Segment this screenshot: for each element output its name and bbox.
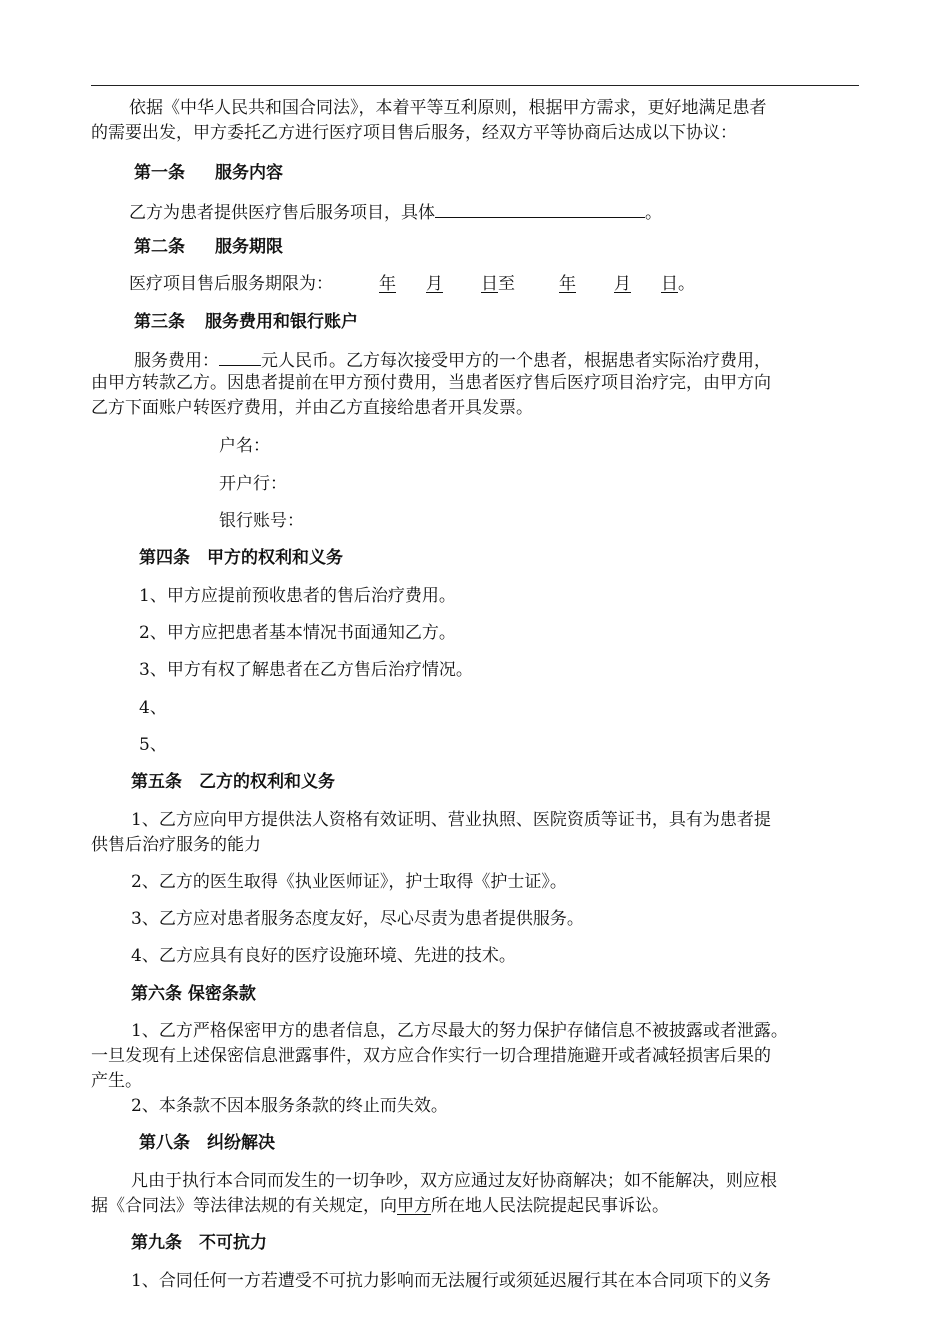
- start-day-label: 日: [481, 274, 498, 294]
- article-3-heading: [134, 311, 358, 333]
- article-5-item-1-line-2: 供售后治疗服务的能力: [91, 835, 261, 855]
- service-period-label: 医疗项目售后服务期限为：: [129, 274, 333, 294]
- article-8-line-2-b: 所在地人民法院提起民事诉讼。: [431, 1196, 669, 1216]
- article-1-number: 第一条: [134, 163, 185, 183]
- preamble-line-1: 依据《中华人民共和国合同法》，本着平等互利原则，根据甲方需求，更好地满足患者: [129, 98, 767, 118]
- article-3-line-2: 由甲方转款乙方。因患者提前在甲方预付费用，当患者医疗售后医疗项目治疗完，由甲方向: [91, 373, 771, 393]
- article-2-title: 服务期限: [215, 237, 283, 257]
- article-4-item-1: 1、甲方应提前预收患者的售后治疗费用。: [139, 586, 456, 606]
- article-6-item-1-line-1: 1、乙方严格保密甲方的患者信息，乙方尽最大的努力保护存储信息不被披露或者泄露。: [131, 1021, 788, 1041]
- end-day-label: 日: [661, 274, 678, 294]
- jurisdiction-party: 甲方: [397, 1196, 431, 1216]
- article-3-line-3: 乙方下面账户转医疗费用，并由乙方直接给患者开具发票。: [91, 398, 533, 418]
- article-3-title: 服务费用和银行账户: [205, 312, 358, 332]
- article-8-heading: 第八条 纠纷解决: [139, 1133, 275, 1153]
- article-6-item-1-line-3: 产生。: [91, 1071, 142, 1091]
- header-rule: [91, 85, 859, 86]
- fee-line-rest: 元人民币。乙方每次接受甲方的一个患者，根据患者实际治疗费用，: [261, 351, 771, 371]
- service-period-end[interactable]: [515, 274, 678, 294]
- article-5-item-4: 4、乙方应具有良好的医疗设施环境、先进的技术。: [131, 946, 516, 966]
- start-year-label: 年: [379, 274, 396, 294]
- account-number-label: 银行账号：: [219, 511, 304, 531]
- article-8-line-2: [91, 1195, 669, 1217]
- period-to-label: 至: [498, 274, 515, 294]
- article-5-item-2: 2、乙方的医生取得《执业医师证》，护士取得《护士证》。: [131, 872, 567, 892]
- article-3-line-1: [134, 347, 771, 372]
- article-8-line-2-a: 据《合同法》等法律法规的有关规定，向: [91, 1196, 397, 1216]
- article-1-text-end: 。: [645, 203, 662, 223]
- fee-label: 服务费用：: [134, 351, 219, 371]
- article-5-item-1-line-1: 1、乙方应向甲方提供法人资格有效证明、营业执照、医院资质等证书，具有为患者提: [131, 810, 771, 830]
- article-4-heading: 第四条 甲方的权利和义务: [139, 548, 343, 568]
- bank-label: 开户行：: [219, 474, 287, 494]
- end-month-label: 月: [614, 274, 631, 294]
- article-9-heading: 第九条 不可抗力: [131, 1233, 267, 1253]
- service-period-line: [129, 273, 695, 295]
- account-name-label: 户名：: [219, 436, 270, 456]
- article-6-item-2: 2、本条款不因本服务条款的终止而失效。: [131, 1096, 448, 1116]
- article-5-item-3: 3、乙方应对患者服务态度友好，尽心尽责为患者提供服务。: [131, 909, 584, 929]
- article-1-title: 服务内容: [215, 163, 283, 183]
- end-year-label: 年: [559, 274, 576, 294]
- article-4-item-4: 4、: [139, 698, 167, 718]
- article-4-item-3: 3、甲方有权了解患者在乙方售后治疗情况。: [139, 660, 473, 680]
- article-2-heading: [134, 236, 283, 258]
- service-detail-blank[interactable]: [435, 199, 645, 218]
- fee-amount-blank[interactable]: [219, 347, 261, 366]
- start-month-label: 月: [426, 274, 443, 294]
- service-period-start[interactable]: [341, 274, 498, 294]
- article-5-heading: 第五条 乙方的权利和义务: [131, 772, 335, 792]
- article-1-text-a: 乙方为患者提供医疗售后服务项目，具体: [129, 203, 435, 223]
- article-4-item-2: 2、甲方应把患者基本情况书面通知乙方。: [139, 623, 456, 643]
- article-8-line-1: 凡由于执行本合同而发生的一切争吵，双方应通过友好协商解决；如不能解决，则应根: [131, 1171, 777, 1191]
- period-end-mark: 。: [678, 274, 695, 294]
- article-1-text: [129, 199, 662, 224]
- article-4-item-5: 5、: [139, 735, 167, 755]
- article-2-number: 第二条: [134, 237, 185, 257]
- preamble-line-2: 的需要出发，甲方委托乙方进行医疗项目售后服务，经双方平等协商后达成以下协议：: [91, 123, 737, 143]
- article-6-item-1-line-2: 一旦发现有上述保密信息泄露事件，双方应合作实行一切合理措施避开或者减轻损害后果的: [91, 1046, 771, 1066]
- article-9-line-1: 1、合同任何一方若遭受不可抗力影响而无法履行或须延迟履行其在本合同项下的义务: [131, 1271, 771, 1291]
- article-3-number: 第三条: [134, 312, 185, 332]
- article-6-heading: 第六条 保密条款: [131, 984, 256, 1004]
- article-1-heading: [134, 162, 283, 184]
